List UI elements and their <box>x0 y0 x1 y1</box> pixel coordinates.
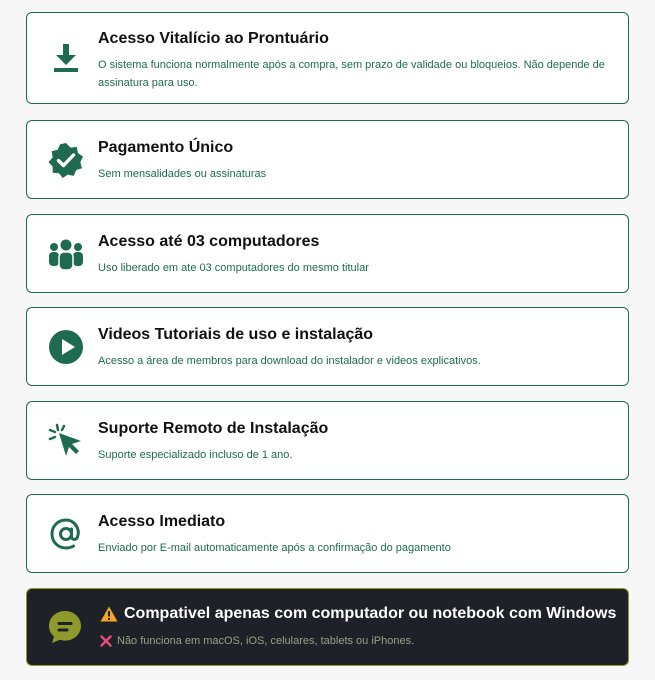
feature-card-video-tutorials <box>26 307 629 386</box>
play-circle-icon <box>47 328 85 366</box>
warning-title-text: Compativel apenas com computador ou notebook com Windows <box>124 605 617 622</box>
compatibility-warning <box>26 588 629 666</box>
pointer-click-icon <box>47 421 85 459</box>
cross-icon <box>100 635 112 647</box>
feature-title: Suporte Remoto de Instalação <box>98 420 329 437</box>
warning-description-text: Não funciona em macOS, iOS, celulares, tablets ou iPhones. <box>117 635 415 647</box>
feature-title: Acesso Vitalício ao Prontuário <box>98 30 329 47</box>
feature-card-single-payment <box>26 120 629 199</box>
verified-badge-icon <box>47 141 85 179</box>
users-group-icon <box>47 235 85 273</box>
download-icon <box>47 39 85 77</box>
feature-description: Uso liberado em ate 03 computadores do mesmo titular <box>98 262 369 274</box>
at-sign-icon <box>47 515 85 553</box>
warning-title <box>100 605 616 623</box>
feature-description: Suporte especializado incluso de 1 ano. <box>98 449 293 461</box>
feature-title: Pagamento Único <box>98 139 234 156</box>
warning-triangle-icon <box>100 606 118 622</box>
warning-description <box>100 635 414 647</box>
feature-card-immediate-access <box>26 494 629 573</box>
feature-title: Videos Tutoriais de uso e instalação <box>98 326 374 343</box>
feature-description: O sistema funciona normalmente após a compra, sem prazo de validade ou bloqueios. Não depende de assinatura para uso. <box>98 59 605 89</box>
feature-description: Acesso a área de membros para download do instalador e videos explicativos. <box>98 355 481 367</box>
feature-title: Acesso Imediato <box>98 513 226 530</box>
feature-description: Sem mensalidades ou assinaturas <box>98 168 267 180</box>
chat-bubble-icon <box>47 609 83 645</box>
feature-card-lifetime-access <box>26 12 629 104</box>
feature-description: Enviado por E-mail automaticamente após a confirmação do pagamento <box>98 542 451 554</box>
feature-card-remote-support <box>26 401 629 480</box>
feature-card-three-computers <box>26 214 629 293</box>
feature-title: Acesso até 03 computadores <box>98 233 320 250</box>
